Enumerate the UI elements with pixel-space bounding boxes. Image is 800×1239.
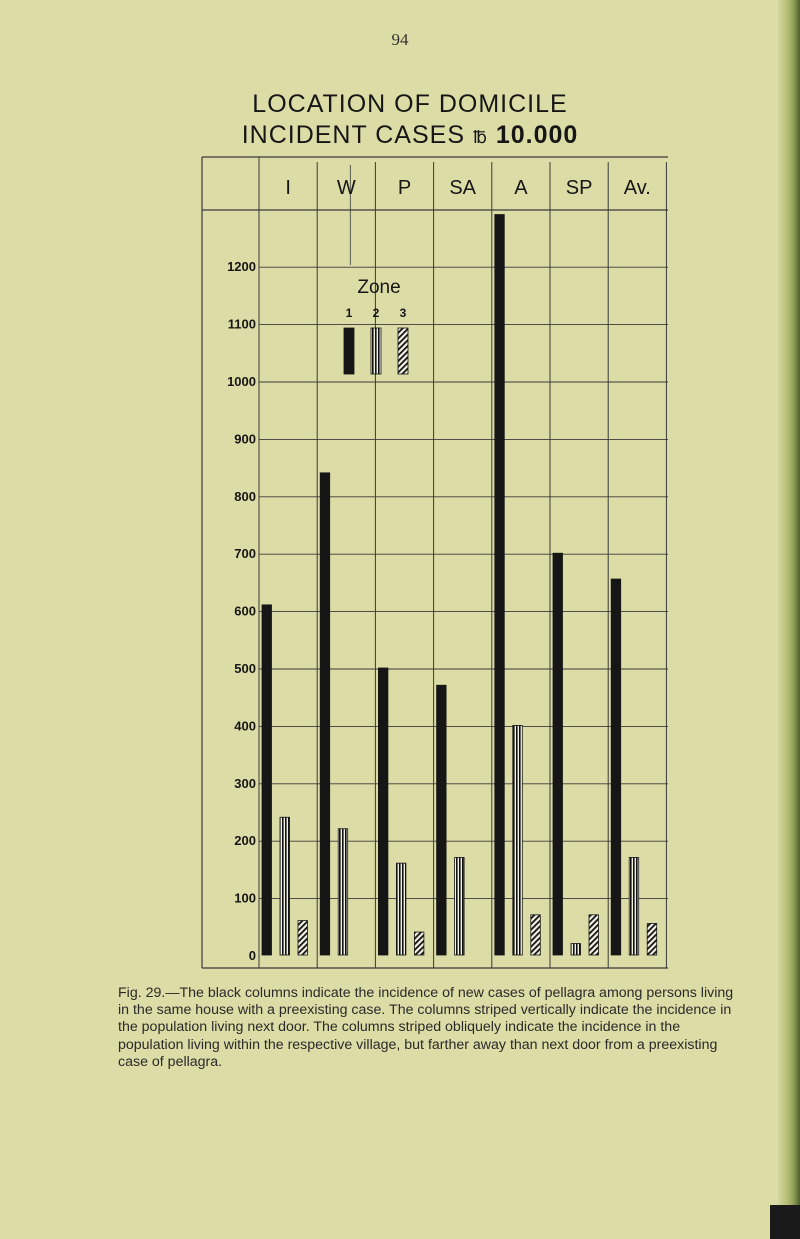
y-tick-label: 600 [234, 603, 256, 619]
bar-solid [495, 215, 505, 955]
bar-solid [437, 685, 447, 955]
category-label: SA [449, 177, 477, 199]
book-spine-edge [778, 0, 800, 1239]
y-tick-label: 100 [234, 890, 256, 906]
bar-solid [611, 579, 621, 955]
y-tick-label: 400 [234, 718, 256, 734]
y-tick-label: 700 [234, 546, 256, 562]
bar-solid [553, 553, 563, 955]
category-label: SP [565, 177, 593, 199]
zone-swatch [371, 328, 381, 374]
zone-swatch [398, 328, 408, 374]
chart-title-line-1: LOCATION OF DOMICILE [252, 90, 568, 118]
bar-vertical-stripes [513, 725, 523, 955]
book-spine-corner [770, 1205, 800, 1239]
category-label: A [514, 177, 528, 199]
y-tick-label: 1100 [227, 316, 256, 332]
bar-diagonal-stripes [647, 923, 657, 955]
bar-solid [320, 473, 330, 955]
y-tick-label: 0 [248, 948, 256, 963]
y-tick-label: 1200 [227, 259, 256, 275]
zone-number: 3 [399, 306, 407, 320]
zone-legend [344, 277, 408, 374]
chart-title-mark: ℔ [472, 128, 488, 147]
zone-number: 2 [372, 306, 380, 320]
bar-diagonal-stripes [298, 921, 308, 955]
y-tick-label: 800 [234, 488, 256, 504]
page-number: 94 [391, 30, 409, 49]
zone-swatch [344, 328, 354, 374]
bar-diagonal-stripes [589, 915, 599, 955]
category-label: Av. [623, 177, 651, 199]
bar-vertical-stripes [629, 857, 639, 955]
chart-title-suffix: 10.000 [495, 121, 579, 149]
chart-bars [262, 215, 657, 955]
bar-vertical-stripes [396, 863, 406, 955]
y-tick-label: 300 [234, 775, 256, 791]
bar-diagonal-stripes [414, 932, 424, 955]
zone-number: 1 [345, 306, 353, 320]
bar-vertical-stripes [338, 829, 348, 955]
y-tick-label: 500 [234, 661, 256, 676]
bar-solid [262, 605, 272, 955]
category-label: W [336, 177, 356, 199]
zone-legend-label: Zone [357, 277, 401, 298]
y-tick-label: 200 [234, 833, 256, 849]
y-tick-label: 900 [234, 431, 256, 447]
bar-vertical-stripes [280, 817, 290, 955]
bar-vertical-stripes [455, 857, 465, 955]
bar-diagonal-stripes [531, 915, 541, 955]
bar-solid [378, 668, 388, 955]
y-tick-label: 1000 [227, 374, 256, 389]
figure-caption: Fig. 29.—The black columns indicate the incidence of new cases of pellagra among persons living in the same house with a preexisting case. The columns striped vertically indicate the incidence in the population living next door. The columns striped obliquely indicate the incidence in the population living within the respective village, but farther away than next door from a preexisting case of pellagra. [118, 985, 734, 1070]
chart-title-prefix: INCIDENT CASES [241, 121, 466, 149]
category-label: I [285, 177, 291, 199]
bar-vertical-stripes [571, 944, 581, 955]
category-label: P [397, 177, 412, 199]
